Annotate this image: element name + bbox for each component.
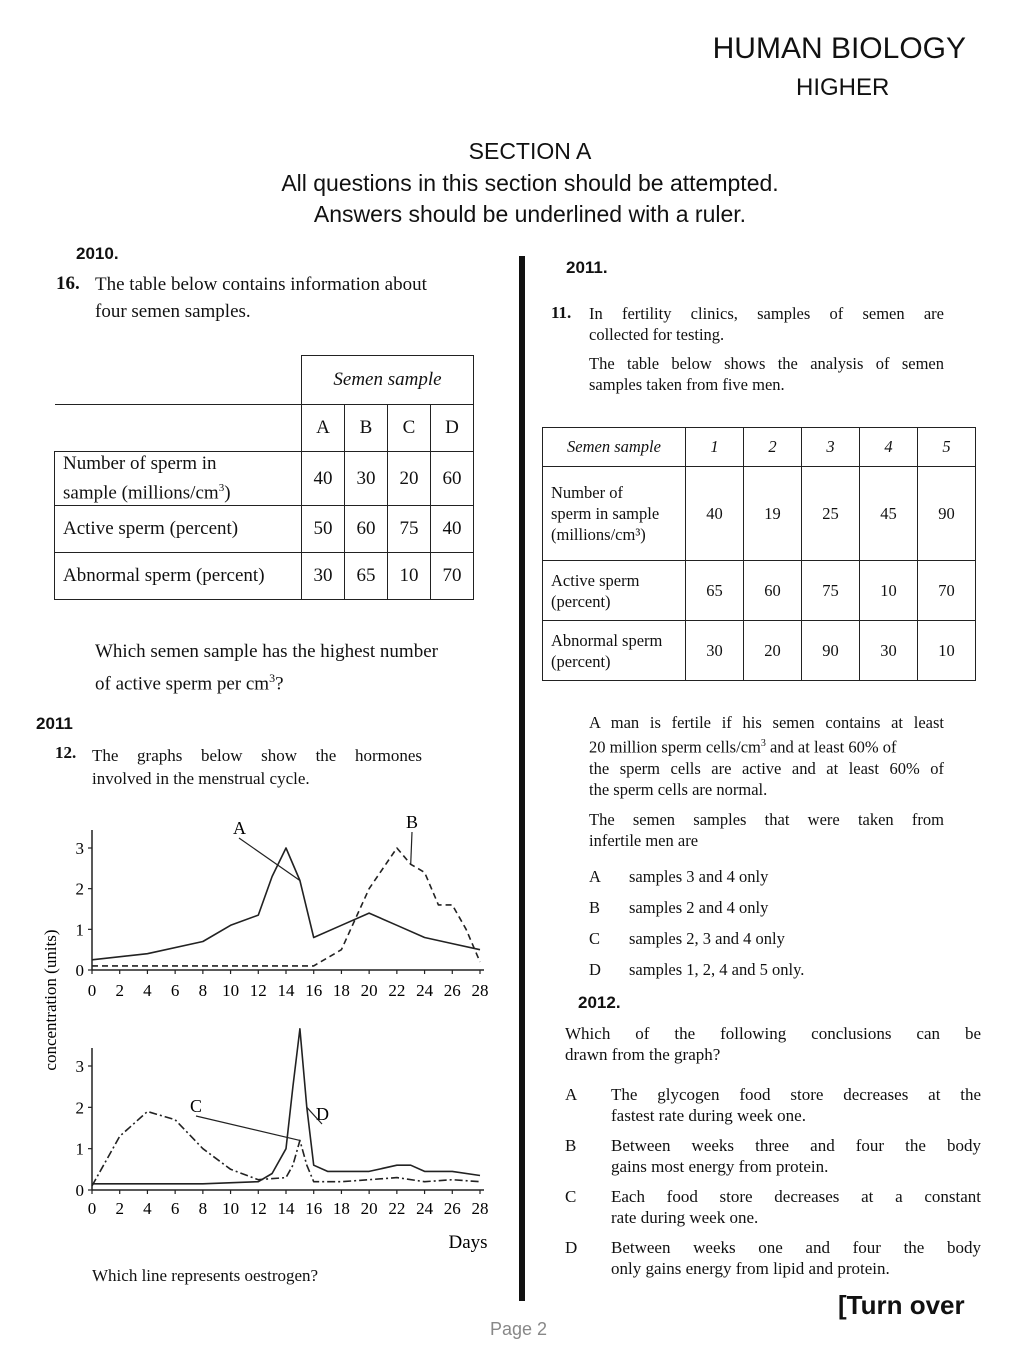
q16-row-label: Abnormal sperm (percent) xyxy=(55,553,302,600)
graph-lower xyxy=(76,1029,489,1218)
q11-intro xyxy=(589,303,944,395)
q12-question: Which line represents oestrogen? xyxy=(92,1266,319,1285)
q2012-option-letter: C xyxy=(565,1187,577,1206)
y-tick-label: 2 xyxy=(75,879,84,899)
q11-cell: 65 xyxy=(686,561,744,621)
q16-row-label-sup: 3 xyxy=(218,482,225,494)
q11-cell: 90 xyxy=(802,621,860,681)
series-label-pointer xyxy=(411,832,412,864)
q11-option-letter: D xyxy=(589,960,601,979)
q16-intro-line1: The table below contains information about xyxy=(95,274,427,295)
x-tick-label: 28 xyxy=(471,1199,489,1218)
q12-number: 12. xyxy=(55,743,77,762)
q16-intro-line2: four semen samples. xyxy=(95,301,251,322)
q11-row-label-line: Active sperm xyxy=(551,570,640,590)
graph-x-axis-label: Days xyxy=(448,1232,488,1253)
x-tick-label: 16 xyxy=(305,1199,323,1218)
x-tick-label: 26 xyxy=(443,981,461,1000)
series-label-D: D xyxy=(316,1104,329,1124)
q11-row-label-line: sperm in sample xyxy=(551,504,660,523)
q11-option-letter: B xyxy=(589,898,601,917)
q2012-option[interactable] xyxy=(565,1186,981,1237)
q16-question xyxy=(95,638,438,697)
q16-cell: 30 xyxy=(302,553,345,600)
q2012-option-line1: Each food store decreases at a constant xyxy=(611,1187,981,1206)
q2012-option-line2: rate during week one. xyxy=(611,1208,759,1227)
graph-upper xyxy=(76,812,489,1000)
x-tick-label: 6 xyxy=(170,1199,180,1218)
q11-cell: 60 xyxy=(744,561,802,621)
q11-para-line3: the sperm cells are active and at least 60% of xyxy=(589,758,944,778)
document-title: HUMAN BIOLOGY xyxy=(712,32,966,65)
q16-col-header: D xyxy=(431,405,474,452)
q16-cell: 65 xyxy=(345,553,388,600)
q16-cell: 50 xyxy=(302,506,345,553)
x-tick-label: 8 xyxy=(198,1199,208,1218)
q11-option-text: samples 1, 2, 4 and 5 only. xyxy=(629,960,805,979)
q2012-option-letter: D xyxy=(565,1238,578,1257)
series-label-B: B xyxy=(406,812,419,832)
x-tick-label: 18 xyxy=(332,981,350,1000)
q16-table-empty-cell xyxy=(55,356,302,405)
x-tick-label: 16 xyxy=(305,981,323,1000)
q11-cell: 10 xyxy=(918,621,976,681)
q2012-year: 2012. xyxy=(578,993,621,1012)
q16-row-label-line2: sample (millions/cm xyxy=(63,482,219,504)
hormone-graphs xyxy=(36,800,506,1270)
x-tick-label: 0 xyxy=(87,981,97,1000)
q2012-option[interactable] xyxy=(565,1084,981,1135)
x-tick-label: 12 xyxy=(249,981,267,1000)
q11-cell: 70 xyxy=(918,561,976,621)
q11-col-header: 2 xyxy=(744,428,802,467)
q11-cell: 75 xyxy=(802,561,860,621)
x-tick-label: 10 xyxy=(222,1199,240,1218)
document-level: HIGHER xyxy=(796,74,890,101)
q16-question-line2: of active sperm per cm xyxy=(95,673,270,695)
y-tick-label: 0 xyxy=(75,961,84,980)
series-label-A: A xyxy=(233,818,246,838)
page-number: Page 2 xyxy=(490,1319,548,1339)
q11-cell: 45 xyxy=(860,467,918,561)
q16-cell: 70 xyxy=(431,553,474,600)
q2012-option-line2: fastest rate during week one. xyxy=(611,1106,806,1125)
q11-row-label-line: (percent) xyxy=(551,591,611,611)
x-tick-label: 12 xyxy=(249,1199,267,1218)
q11-option-letter: C xyxy=(589,929,601,948)
q11-col-header: 4 xyxy=(860,428,918,467)
q16-cell: 10 xyxy=(388,553,431,600)
q11-para-line2-sup: 3 xyxy=(760,738,766,749)
q11-number: 11. xyxy=(551,303,572,322)
q16-table-header: Semen sample xyxy=(302,356,474,405)
q2012-intro xyxy=(565,1023,981,1065)
x-tick-label: 6 xyxy=(170,981,180,1000)
q16-table-empty-cell xyxy=(55,405,302,452)
q16-cell: 20 xyxy=(388,452,431,506)
x-tick-label: 10 xyxy=(222,981,240,1000)
q11-row-label-line: (millions/cm³) xyxy=(551,525,646,544)
q11-cell: 19 xyxy=(744,467,802,561)
x-tick-label: 22 xyxy=(388,1199,406,1218)
section-instruction-1: All questions in this section should be attempted. xyxy=(281,170,779,196)
q11-table-header: Semen sample xyxy=(543,428,686,467)
q16-cell: 30 xyxy=(345,452,388,506)
x-tick-label: 20 xyxy=(360,981,378,1000)
q2012-option-line1: Between weeks three and four the body xyxy=(611,1136,981,1155)
q12-intro-line2: involved in the menstrual cycle. xyxy=(92,769,310,788)
q11-table xyxy=(542,427,976,681)
section-instruction-2: Answers should be underlined with a ruler. xyxy=(313,201,747,227)
y-tick-label: 3 xyxy=(75,1057,84,1076)
q11-para2-line2: infertile men are xyxy=(589,830,699,850)
q16-row-label-line1: Number of sperm in xyxy=(63,453,217,474)
q16-col-header: C xyxy=(388,405,431,452)
q16-cell: 60 xyxy=(345,506,388,553)
q11-option-text: samples 3 and 4 only xyxy=(629,867,769,886)
q2012-option-letter: B xyxy=(565,1136,577,1155)
q16-cell: 60 xyxy=(431,452,474,506)
x-tick-label: 4 xyxy=(143,981,152,1000)
q11-row-label-line: (percent) xyxy=(551,651,611,671)
x-tick-label: 22 xyxy=(388,981,406,1000)
q11-intro-line3: The table below shows the analysis of semen xyxy=(589,354,944,373)
section-title: SECTION A xyxy=(468,138,592,164)
q2012-option-letter: A xyxy=(565,1085,578,1104)
q2012-option-line2: only gains energy from lipid and protein. xyxy=(611,1259,890,1278)
x-tick-label: 20 xyxy=(360,1199,378,1218)
q2012-intro-line1: Which of the following conclusions can be xyxy=(565,1024,981,1043)
q16-question-end: ? xyxy=(275,673,284,695)
q11-option-text: samples 2, 3 and 4 only xyxy=(629,929,785,948)
q11-para-line2b: and at least 60% of xyxy=(765,737,897,757)
x-tick-label: 18 xyxy=(332,1199,350,1218)
q12-intro xyxy=(92,744,422,790)
q16-question-line1: Which semen sample has the highest number xyxy=(95,641,438,662)
y-tick-label: 1 xyxy=(75,1139,84,1159)
q11-option[interactable] xyxy=(589,867,804,898)
q16-row-label-end: ) xyxy=(224,482,231,504)
q11-option[interactable] xyxy=(589,898,804,929)
q12-intro-line1: The graphs below show the hormones xyxy=(92,746,422,765)
y-tick-label: 2 xyxy=(75,1098,84,1118)
q2012-option-line2: gains most energy from protein. xyxy=(611,1157,829,1176)
q11-year: 2011. xyxy=(566,258,608,277)
q16-row-label xyxy=(55,452,302,506)
q11-cell: 20 xyxy=(744,621,802,681)
q16-number: 16. xyxy=(56,273,80,294)
q16-cell: 40 xyxy=(302,452,345,506)
q11-col-header: 3 xyxy=(802,428,860,467)
q11-para-line4: the sperm cells are normal. xyxy=(589,779,768,799)
q11-paragraph xyxy=(589,712,944,851)
series-line-B xyxy=(92,848,480,966)
q2012-option[interactable] xyxy=(565,1135,981,1186)
q11-option-letter: A xyxy=(589,867,601,886)
q11-row-label-line: Abnormal sperm xyxy=(551,630,663,650)
series-label-C: C xyxy=(190,1096,203,1116)
x-tick-label: 28 xyxy=(471,981,489,1000)
q11-option[interactable] xyxy=(589,929,804,960)
q11-row-label xyxy=(543,561,686,621)
q16-col-header: A xyxy=(302,405,345,452)
q16-cell: 40 xyxy=(431,506,474,553)
q11-col-header: 5 xyxy=(918,428,976,467)
y-tick-label: 0 xyxy=(75,1181,84,1200)
series-line-D xyxy=(92,1029,480,1184)
q16-table xyxy=(54,355,474,600)
x-tick-label: 4 xyxy=(143,1199,152,1218)
q11-para2-line1: The semen samples that were taken from xyxy=(589,809,944,829)
x-tick-label: 2 xyxy=(115,1199,124,1218)
turn-over-label: [Turn over xyxy=(838,1290,965,1320)
q11-cell: 90 xyxy=(918,467,976,561)
q11-intro-line2: collected for testing. xyxy=(589,325,725,344)
series-line-A xyxy=(92,848,480,960)
q16-cell: 75 xyxy=(388,506,431,553)
q11-col-header: 1 xyxy=(686,428,744,467)
q11-intro-line4: samples taken from five men. xyxy=(589,375,785,394)
q2012-intro-line2: drawn from the graph? xyxy=(565,1045,721,1064)
y-tick-label: 1 xyxy=(75,920,84,940)
q11-options xyxy=(589,867,804,991)
x-tick-label: 26 xyxy=(443,1199,461,1218)
q11-cell: 10 xyxy=(860,561,918,621)
x-tick-label: 14 xyxy=(277,981,295,1000)
x-tick-label: 2 xyxy=(115,981,124,1000)
q11-option-text: samples 2 and 4 only xyxy=(629,898,769,917)
q11-cell: 30 xyxy=(860,621,918,681)
q11-row-label xyxy=(543,467,686,561)
q11-option[interactable] xyxy=(589,960,804,991)
x-tick-label: 8 xyxy=(198,981,208,1000)
column-divider xyxy=(519,256,525,1301)
q16-row-label: Active sperm (percent) xyxy=(55,506,302,553)
q11-row-label xyxy=(543,621,686,681)
q11-cell: 40 xyxy=(686,467,744,561)
q2012-option[interactable] xyxy=(565,1237,981,1288)
q16-year: 2010. xyxy=(76,244,119,263)
graph-y-axis-label: concentration (units) xyxy=(41,929,60,1071)
q2012-option-line1: Between weeks one and four the body xyxy=(611,1238,981,1257)
q2012-options xyxy=(565,1084,981,1288)
q11-cell: 30 xyxy=(686,621,744,681)
q11-cell: 25 xyxy=(802,467,860,561)
y-tick-label: 3 xyxy=(75,839,84,858)
q2012-option-line1: The glycogen food store decreases at the xyxy=(611,1085,981,1104)
x-tick-label: 24 xyxy=(416,981,434,1000)
q11-para-line1: A man is fertile if his semen contains at least xyxy=(589,713,944,732)
x-tick-label: 24 xyxy=(416,1199,434,1218)
q11-row-label-line: Number of xyxy=(551,483,623,502)
x-tick-label: 14 xyxy=(277,1199,295,1218)
q16-col-header: B xyxy=(345,405,388,452)
q11-para-line2a: 20 million sperm cells/cm xyxy=(589,737,761,757)
x-tick-label: 0 xyxy=(87,1199,97,1218)
q16-question-sup: 3 xyxy=(269,671,276,685)
q11-intro-line1: In fertility clinics, samples of semen are xyxy=(589,304,944,323)
series-label-pointer xyxy=(196,1116,300,1140)
q16-intro xyxy=(95,271,427,325)
q12-year: 2011 xyxy=(36,714,73,733)
